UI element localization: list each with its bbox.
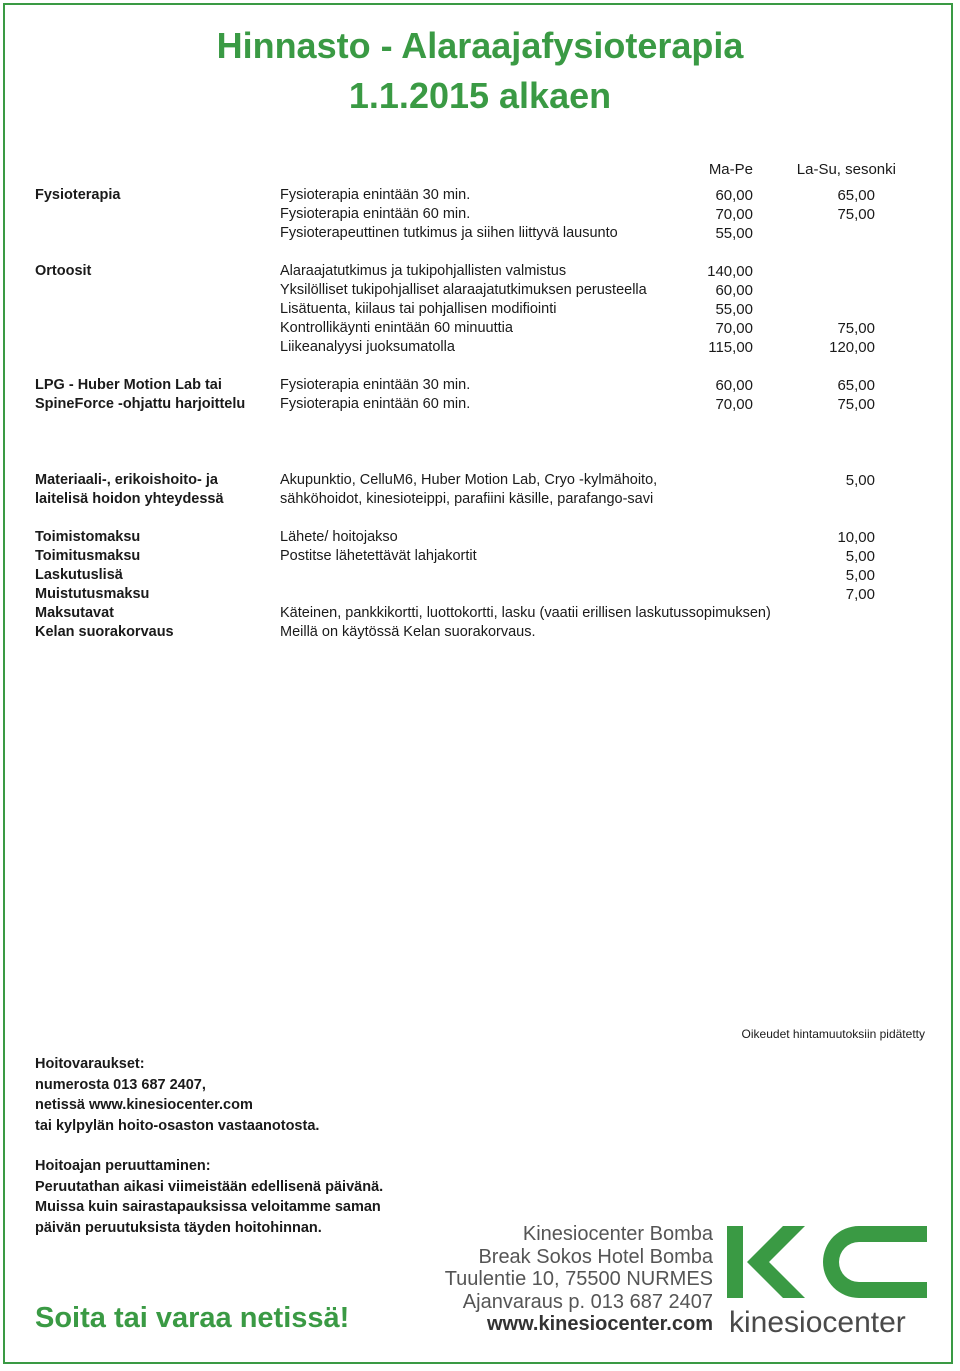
fee-label: Laskutuslisä: [35, 567, 123, 583]
category-materiaali: Materiaali-, erikoishoito- ja: [35, 472, 218, 488]
cancel-line: päivän peruutuksista täyden hoitohinnan.: [35, 1219, 322, 1236]
price-weekend: 75,00: [837, 206, 875, 223]
kinesiocenter-logo: [727, 1220, 937, 1340]
price-weekend: 75,00: [837, 396, 875, 413]
price-weekend: 75,00: [837, 320, 875, 337]
price-weekday: 70,00: [715, 206, 753, 223]
address-line: Break Sokos Hotel Bomba: [478, 1245, 713, 1268]
booking-desk: tai kylpylän hoito-osaston vastaanotosta.: [35, 1117, 320, 1134]
fee-price: 5,00: [845, 567, 875, 584]
price-weekday: 60,00: [715, 282, 753, 299]
price-row-desc: Alaraajatutkimus ja tukipohjallisten valmistus: [280, 263, 567, 279]
cancel-info: [35, 1156, 383, 1238]
address-block: [445, 1223, 713, 1336]
category-fysioterapia: Fysioterapia: [35, 187, 121, 203]
booking-info: [35, 1054, 319, 1136]
fee-price: 5,00: [845, 548, 875, 565]
fee-label: Muistutusmaksu: [35, 586, 150, 602]
fee-label: Toimitusmaksu: [35, 548, 141, 564]
fee-label: Kelan suorakorvaus: [35, 624, 174, 640]
booking-phone: numerosta 013 687 2407,: [35, 1076, 206, 1093]
page-subtitle-date: 1.1.2015 alkaen: [348, 75, 612, 116]
column-header-weekday: Ma-Pe: [708, 161, 753, 178]
price-weekday: 60,00: [715, 377, 753, 394]
category-lpg-line2: SpineForce -ohjattu harjoittelu: [35, 396, 246, 412]
price-row-desc: Liikeanalyysi juoksumatolla: [280, 339, 455, 355]
price-weekend: 120,00: [829, 339, 875, 356]
booking-heading: Hoitovaraukset:: [35, 1056, 145, 1072]
category-materiaali-line2: laitelisä hoidon yhteydessä: [35, 491, 224, 507]
address-line: Tuulentie 10, 75500 NURMES: [444, 1268, 713, 1290]
price-weekday: 55,00: [715, 225, 753, 242]
address-line: Kinesiocenter Bomba: [522, 1223, 713, 1245]
price-row-desc: Kontrollikäynti enintään 60 minuuttia: [280, 320, 513, 336]
fee-desc: Käteinen, pankkikortti, luottokortti, lasku (vaatii erillisen laskutussopimuksen): [280, 605, 771, 621]
fee-price: 7,00: [845, 586, 875, 603]
cancel-line: Peruutathan aikasi viimeistään edellisenä päivänä.: [35, 1178, 384, 1195]
fee-desc: Meillä on käytössä Kelan suorakorvaus.: [280, 624, 536, 640]
price-row-desc: Fysioterapia enintään 60 min.: [280, 206, 471, 222]
fee-label: Toimistomaksu: [35, 529, 141, 545]
slogan: Soita tai varaa netissä!: [35, 1302, 350, 1334]
price-weekday: 55,00: [715, 301, 753, 318]
materiaali-desc: Akupunktio, CelluM6, Huber Motion Lab, Cryo -kylmähoito,: [280, 472, 658, 488]
fee-desc: Lähete/ hoitojakso: [280, 529, 398, 545]
price-row-desc: Lisätuenta, kiilaus tai pohjallisen modifiointi: [280, 301, 557, 317]
price-weekday: 60,00: [715, 187, 753, 204]
cancel-heading: Hoitoajan peruuttaminen:: [35, 1158, 211, 1174]
fee-price: 10,00: [837, 529, 875, 546]
fee-label: Maksutavat: [35, 605, 114, 621]
price-row-desc: Fysioterapia enintään 30 min.: [280, 187, 471, 203]
price-row-desc: Fysioterapia enintään 30 min.: [280, 377, 471, 393]
price-weekend: 65,00: [837, 187, 875, 204]
booking-web: netissä www.kinesiocenter.com: [35, 1097, 253, 1113]
price-weekday: 115,00: [708, 339, 753, 356]
price-weekday: 70,00: [715, 320, 753, 337]
price-row-desc: Fysioterapeuttinen tutkimus ja siihen liittyvä lausunto: [280, 225, 618, 241]
column-header-weekend: La-Su, sesonki: [796, 161, 896, 178]
price-change-note: Oikeudet hintamuutoksiin pidätetty: [741, 1027, 925, 1041]
website-link[interactable]: www.kinesiocenter.com: [486, 1313, 713, 1335]
price-weekday: 70,00: [715, 396, 753, 413]
category-ortoosit: Ortoosit: [35, 263, 92, 279]
address-line: Ajanvaraus p. 013 687 2407: [462, 1290, 713, 1313]
materiaali-desc-line2: sähköhoidot, kinesioteippi, parafiini käsille, parafango-savi: [280, 491, 654, 507]
page-title: Hinnasto - Alaraajafysioterapia: [216, 25, 744, 66]
price-weekend: 65,00: [837, 377, 875, 394]
category-lpg: LPG - Huber Motion Lab tai: [35, 377, 222, 393]
fee-desc: Postitse lähetettävät lahjakortit: [280, 548, 477, 564]
price-row-desc: Fysioterapia enintään 60 min.: [280, 396, 471, 412]
materiaali-price: 5,00: [845, 472, 875, 489]
cancel-line: Muissa kuin sairastapauksissa veloitamme saman: [35, 1199, 381, 1215]
svg-text:kinesiocenter: kinesiocenter: [729, 1306, 906, 1339]
price-weekday: 140,00: [707, 263, 753, 280]
price-row-desc: Yksilölliset tukipohjalliset alaraajatutkimuksen perusteella: [280, 282, 647, 298]
